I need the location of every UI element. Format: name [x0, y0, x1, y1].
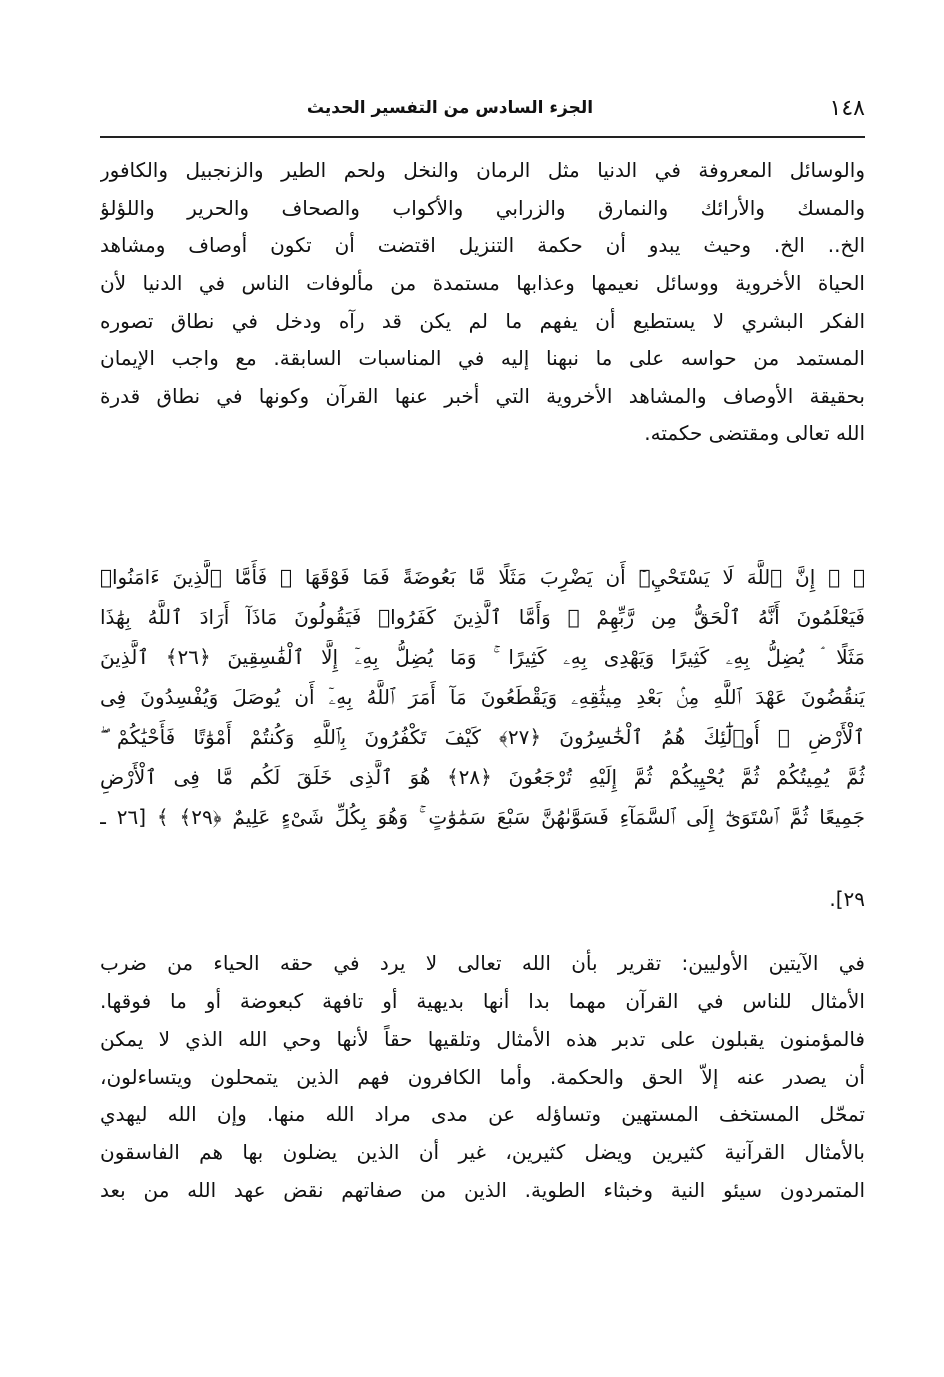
text-line: المستمد من حواسه على ما نبهنا إليه في المناسبات السابقة. مع واجب الإيمان: [100, 346, 865, 370]
verse-reference: ٢٩].: [829, 887, 865, 911]
text-line: والوسائل المعروفة في الدنيا مثل الرمان والنخل ولحم الطير والزنجبيل والكافور: [100, 158, 865, 182]
page-number: ١٤٨: [829, 96, 865, 121]
text-line: أن يصدر عنه إلاّ الحق والحكمة. وأما الكافرون فهم الذين يتمحلون ويتساءلون،: [100, 1065, 865, 1089]
header-title: الجزء السادس من التفسير الحديث: [306, 98, 594, 118]
text-line: الله تعالى ومقتضى حكمته.: [644, 421, 865, 445]
text-line: بحقيقة الأوصاف والمشاهد الأخروية التي أخبر عنها القرآن وكونها في نطاق قدرة: [100, 384, 865, 408]
text-line: في الآيتين الأوليين: تقرير بأن الله تعالى لا يرد في حقه الحياء من ضرب: [100, 951, 865, 975]
text-line: والمسك والأرائك والنمارق والزرابي والأكواب والصحاف والحرير واللؤلؤ: [100, 196, 865, 220]
verse-line: مَثَلًا ۘ يُضِلُّ بِهِۦ كَثِيرًا وَيَهْدِى بِهِۦ كَثِيرًا ۚ وَمَا يُضِلُّ بِهِۦٓ إِلَّا ٱلْفَٰسِقِينَ ﴿٢٦﴾ ٱلَّذِينَ: [100, 645, 865, 669]
text-line: فالمؤمنون يقبلون على تدبر هذه الأمثال وتلقيها حقاً لأنها وحي الله الذي لا يمكن: [100, 1027, 865, 1051]
text-line: تمحّل المستخف المستهين وتساؤله عن مدى مراد الله منها. وإن الله ليهدي: [100, 1102, 865, 1126]
header-rule: [100, 136, 865, 138]
text-line: الفكر البشري لا يستطيع أن يفهم ما لم يكن قد رآه ودخل في نطاق تصوره: [100, 309, 865, 333]
verse-line: فَيَعْلَمُونَ أَنَّهُ ٱلْحَقُّ مِن رَّبِّهِمْ ۖ وَأَمَّا ٱلَّذِينَ كَفَرُوا۟ فَيَقُولُونَ مَاذَآ أَرَادَ ٱللَّهُ بِهَٰذَا: [100, 605, 865, 629]
verse-line: يَنقُضُونَ عَهْدَ ٱللَّهِ مِنۢ بَعْدِ مِيثَٰقِهِۦ وَيَقْطَعُونَ مَآ أَمَرَ ٱللَّهُ بِهِۦٓ أَن يُوصَلَ وَيُفْسِدُونَ فِى: [100, 685, 865, 709]
verse-line: جَمِيعًا ثُمَّ ٱسْتَوَىٰٓ إِلَى ٱلسَّمَآءِ فَسَوَّىٰهُنَّ سَبْعَ سَمَٰوَٰتٍ ۚ وَهُوَ بِكُلِّ شَىْءٍ عَلِيمٌ ﴿٢٩﴾ ﴾ [٢٦ ـ: [100, 805, 865, 829]
text-line: المتمردون سيئو النية وخبثاء الطوية. الذين من صفاتهم نقض عهد الله من بعد: [100, 1178, 865, 1202]
verse-line: ﴿ ۞ إِنَّ ٱللَّهَ لَا يَسْتَحْيِۦٓ أَن يَضْرِبَ مَثَلًا مَّا بَعُوضَةً فَمَا فَوْقَهَا ۚ فَأَمَّا ٱلَّذِينَ ءَامَنُوا۟: [100, 565, 865, 589]
verse-line: ٱلْأَرْضِ ۚ أُو۟لَٰٓئِكَ هُمُ ٱلْخَٰسِرُونَ ﴿٢٧﴾ كَيْفَ تَكْفُرُونَ بِٱللَّهِ وَكُنتُمْ أَمْوَٰتًا فَأَحْيَٰكُمْ ۖ: [100, 725, 865, 749]
text-line: الأمثال للناس في القرآن مهما بدا أنها بديهية أو تافهة كبعوضة أو ما فوقها.: [100, 989, 865, 1013]
text-line: الخ.. الخ. وحيث يبدو أن حكمة التنزيل اقتضت أن تكون أوصاف ومشاهد: [100, 233, 865, 257]
verse-line: ثُمَّ يُمِيتُكُمْ ثُمَّ يُحْيِيكُمْ ثُمَّ إِلَيْهِ تُرْجَعُونَ ﴿٢٨﴾ هُوَ ٱلَّذِى خَلَقَ لَكُم مَّا فِى ٱلْأَرْضِ: [100, 765, 865, 789]
text-line: بالأمثال القرآنية كثيرين ويضل كثيرين، غير أن الذين يضلون بها هم الفاسقون: [100, 1140, 865, 1164]
text-line: الحياة الأخروية ووسائل نعيمها وعذابها مستمدة من مألوفات الناس في الدنيا لأن: [100, 271, 865, 295]
